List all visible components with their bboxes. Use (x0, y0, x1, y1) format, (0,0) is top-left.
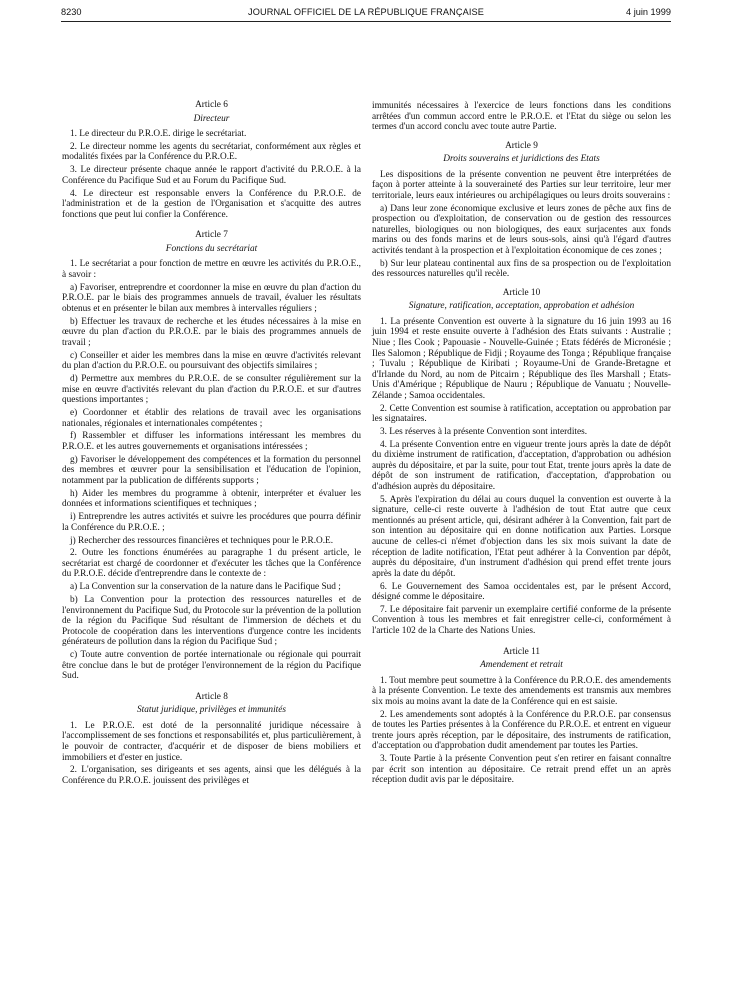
page-number: 8230 (61, 7, 82, 17)
article-10-p2: 2. Cette Convention est soumise à ratification, acceptation ou approbation par les signataires. (372, 403, 671, 425)
right-column (372, 101, 671, 788)
article-11-title: Amendement et retrait (480, 660, 563, 671)
publication-date: 4 juin 1999 (626, 7, 671, 17)
article-8-p1: 1. Le P.R.O.E. est doté de la personnalité juridique nécessaire à l'accomplissement de ses fonctions et responsabilités et, plus particulièrement, à le pouvoir de contracter, d'acquérir et de disposer de biens mobiliers et immobiliers et d'ester en justice. (62, 720, 361, 763)
journal-title: JOURNAL OFFICIEL DE LA RÉPUBLIQUE FRANÇAISE (248, 7, 484, 17)
article-7-pa: a) Favoriser, entreprendre et coordonner la mise en œuvre du plan d'action du P.R.O.E. par le biais des programmes annuels de travail, évaluer les résultats obtenus et en présenter le bilan aux membres à intervalles réguliers ; (62, 282, 361, 314)
article-11-p1: 1. Tout membre peut soumettre à la Conférence du P.R.O.E. des amendements à la présente Convention. Le texte des amendements est transmis aux membres six mois au moins avant la date de la Conférence qui en est saisie. (372, 675, 671, 707)
article-11-heading: Article 11 (502, 646, 541, 657)
page-header (61, 6, 671, 20)
article-6-p4: 4. Le directeur est responsable envers la Conférence du P.R.O.E. de l'administration et de la gestion de l'Organisation et s'acquitte des autres fonctions que peut lui confier la Conférence. (62, 188, 361, 220)
article-7-p2: 2. Outre les fonctions énumérées au paragraphe 1 du présent article, le secrétariat est chargé de coordonner et d'exécuter les tâches que la Conférence du P.R.O.E. décide d'entreprendre dans le contexte de : (62, 548, 361, 580)
article-6-heading: Article 6 (195, 100, 228, 110)
article-8-title: Statut juridique, privilèges et immunités (137, 705, 286, 716)
article-7-p2b: b) La Convention pour la protection des ressources naturelles et de l'environnement du Pacifique Sud, du Protocole sur la prévention de la pollution de la région du Pacifique Sud résultant de l'immersion de déchets et du Protocole de coopération dans les interventions d'urgence contre les incidents générateurs de pollution dans la région du Pacifique Sud ; (62, 595, 361, 648)
article-8-heading: Article 8 (195, 691, 228, 702)
article-7-pi: i) Entreprendre les autres activités et suivre les procédures que pourra définir la Conférence du P.R.O.E. ; (62, 512, 361, 533)
article-8-continuation: immunités nécessaires à l'exercice de leurs fonctions dans les conditions arrêtées d'un commun accord entre le P.R.O.E. et l'Etat du siège ou selon les termes d'un accord conclu avec toute autre Partie. (372, 101, 671, 133)
article-10-p7: 7. Le dépositaire fait parvenir un exemplaire certifié conforme de la présente Convention à tous les membres et fait enregistrer celle-ci, conformément à l'article 102 de la Charte des Nations Unies. (372, 604, 671, 636)
article-7-pg: g) Favoriser le développement des compétences et la formation du personnel des membres et œuvrer pour la sensibilisation et l'éducation de l'opinion, notamment par la publication de différents supports ; (62, 454, 361, 486)
article-6-p3: 3. Le directeur présente chaque année le rapport d'activité du P.R.O.E. à la Conférence du Pacifique Sud et au Forum du Pacifique Sud. (62, 165, 361, 186)
article-7-heading: Article 7 (195, 230, 228, 241)
article-6-p1: 1. Le directeur du P.R.O.E. dirige le secrétariat. (70, 129, 247, 140)
article-10-p4: 4. La présente Convention entre en vigueur trente jours après la date de dépôt du dixième instrument de ratification, d'acceptation, d'approbation ou adhésion auprès du dépositaire, et par la suite, pour tout Etat, trente jours après la date de dépôt de son instrument de ratification, d'acceptation, d'approbation ou d'adhésion auprès du dépositaire. (372, 439, 671, 492)
article-7-p1: 1. Le secrétariat a pour fonction de mettre en œuvre les activités du P.R.O.E., à savoir : (62, 259, 361, 280)
article-7-pd: d) Permettre aux membres du P.R.O.E. de se consulter régulièrement sur la mise en œuvre d'activités relevant du plan d'action du P.R.O.E. et sur d'autres questions importantes ; (62, 374, 361, 406)
article-7-ph: h) Aider les membres du programme à obtenir, interpréter et évaluer les données et informations scientifiques et techniques ; (62, 488, 361, 510)
article-7-pj: j) Rechercher des ressources financières et techniques pour le P.R.O.E. (70, 535, 334, 546)
article-7-p2c: c) Toute autre convention de portée internationale ou régionale qui pourrait être conclue dans le but de protéger l'environnement de la région du Pacifique Sud. (62, 650, 361, 682)
article-11-p3: 3. Toute Partie à la présente Convention peut s'en retirer en faisant connaître par écrit son intention au dépositaire. Ce retrait prend effet un an après réception dudit avis par le dépositaire. (372, 754, 671, 786)
header-rule (61, 21, 671, 22)
article-7-pc: c) Conseiller et aider les membres dans la mise en œuvre d'activités relevant du plan d'action du P.R.O.E. ou poursuivant des objectifs similaires ; (62, 350, 361, 372)
article-10-p1: 1. La présente Convention est ouverte à la signature du 16 juin 1993 au 16 juin 1994 et reste ensuite ouverte à l'adhésion des Etats suivants : Australie ; Niue ; Iles Cook ; Papouasie - Nouvelle-Guinée ; Etats fédérés de Micronésie ; Iles Salomon ; République de Fidji ; Royaume des Tonga ; République française ; Tuvalu ; République de Kiribati ; Royaume-Uni de Grande-Bretagne et d'Irlande du Nord, au nom de Pitcairn ; République des îles Marshall ; Etats-Unis d'Amérique ; République de Nauru ; République de Vanuatu ; Nouvelle-Zélande ; Samoa occidentales. (372, 316, 671, 401)
article-10-heading: Article 10 (502, 287, 541, 298)
article-9-title: Droits souverains et juridictions des Etats (443, 154, 600, 165)
article-11-p2: 2. Les amendements sont adoptés à la Conférence du P.R.O.E. par consensus de toutes les Parties présentes à la Conférence du P.R.O.E. et entrent en vigueur trente jours après réception, par le dépositaire, des instruments de ratification, d'acceptation ou d'approbation dudit amendement par toutes les Parties. (372, 709, 671, 752)
article-8-p2: 2. L'organisation, ses dirigeants et ses agents, ainsi que les délégués à la Conférence du P.R.O.E. jouissent des privilèges et (62, 765, 361, 786)
article-7-p2a: a) La Convention sur la conservation de la nature dans le Pacifique Sud ; (70, 582, 341, 593)
article-7-title: Fonctions du secrétariat (165, 243, 258, 254)
article-9-pb: b) Sur leur plateau continental aux fins de sa prospection ou de l'exploitation des ressources naturelles qu'il recèle. (372, 258, 671, 280)
article-9-pa: a) Dans leur zone économique exclusive et leurs zones de pêche aux fins de prospection ou d'exploitation, de conservation ou de gestion des ressources naturelles, biologiques ou non biologiques, des eaux surjacentes aux fonds marins ou des fonds marins et de leurs sous-sols, ainsi qu'à l'égard d'autres activités tendant à la prospection et à l'exploitation économique de ces zones ; (372, 203, 671, 256)
article-7-pe: e) Coordonner et établir des relations de travail avec les organisations nationales, régionales et internationales compétentes ; (62, 408, 361, 429)
article-10-p5: 5. Après l'expiration du délai au cours duquel la convention est ouverte à la signature, celle-ci reste ouverte à l'adhésion de tout Etat autre que ceux mentionnés au présent article, qui, désirant adhérer à la Convention, fait part de son intention au dépositaire qui en donne notification aux Parties. Lorsque aucune de celles-ci n'émet d'objection dans les six mois suivant la date de réception de ladite notification, l'Etat peut adhérer à la Convention par dépôt, auprès du dépositaire, d'un instrument d'adhésion qui prend effet trente jours après la date du dépôt. (372, 494, 671, 579)
article-10-title: Signature, ratification, acceptation, approbation et adhésion (408, 301, 635, 312)
article-10-p6: 6. Le Gouvernement des Samoa occidentales est, par le présent Accord, désigné comme le dépositaire. (372, 581, 671, 603)
article-6-p2: 2. Le directeur nomme les agents du secrétariat, conformément aux règles et modalités fixées par la Conférence du P.R.O.E. (62, 141, 361, 163)
article-6-title: Directeur (193, 113, 230, 124)
left-column (62, 100, 361, 789)
article-9-heading: Article 9 (505, 140, 538, 151)
article-7-pf: f) Rassembler et diffuser les informations intéressant les membres du P.R.O.E. et les autres gouvernements et organisations intéressées ; (62, 431, 361, 452)
article-7-pb: b) Effectuer les travaux de recherche et les études nécessaires à la mise en œuvre du plan d'action du P.R.O.E. par le biais des programmes annuels de travail ; (62, 316, 361, 348)
article-9-p1: Les dispositions de la présente convention ne peuvent être interprétées de façon à porter atteinte à la souveraineté des Parties sur leur territoire, leur mer territoriale, leurs eaux intérieures ou archipélagiques ou leurs droits souverains : (372, 169, 671, 201)
article-10-p3: 3. Les réserves à la présente Convention sont interdites. (380, 426, 588, 437)
